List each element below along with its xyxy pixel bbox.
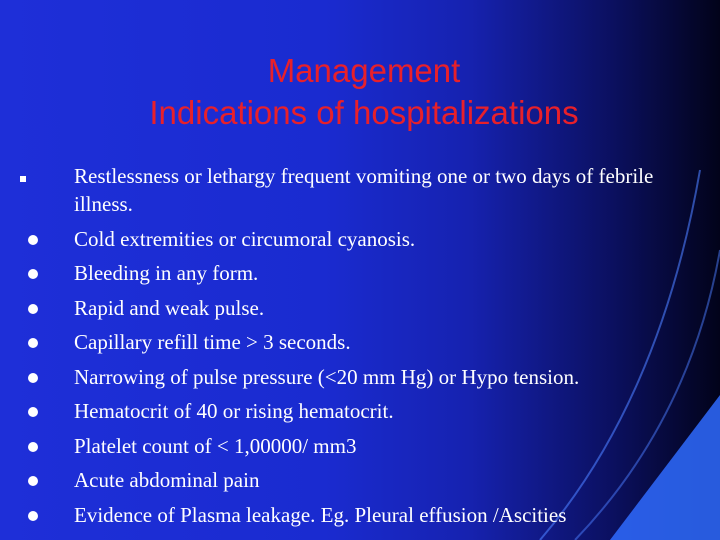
square-bullet-icon: [20, 176, 26, 182]
list-item-text: Bleeding in any form.: [74, 261, 259, 285]
round-bullet-icon: [28, 304, 38, 314]
round-bullet-icon: [28, 373, 38, 383]
round-bullet-icon: [28, 476, 38, 486]
list-item-text: Restlessness or lethargy frequent vomiting one or two days of febrile illness.: [74, 164, 654, 216]
round-bullet-icon: [28, 338, 38, 348]
list-item-text: Evidence of Plasma leakage. Eg. Pleural effusion /Ascities: [74, 503, 567, 527]
round-bullet-icon: [28, 511, 38, 521]
title-line-2: Indications of hospitalizations: [149, 94, 579, 131]
round-bullet-icon: [28, 235, 38, 245]
list-item-text: Hematocrit of 40 or rising hematocrit.: [74, 399, 394, 423]
list-item-text: Platelet count of < 1,00000/ mm3: [74, 434, 357, 458]
list-item-text: Rapid and weak pulse.: [74, 296, 265, 320]
list-item-text: Narrowing of pulse pressure (<20 mm Hg) or Hypo tension.: [74, 365, 580, 389]
round-bullet-icon: [28, 269, 38, 279]
list-item-text: Cold extremities or circumoral cyanosis.: [74, 227, 416, 251]
round-bullet-icon: [28, 442, 38, 452]
list-item-text: Acute abdominal pain: [74, 468, 260, 492]
list-item-text: Capillary refill time > 3 seconds.: [74, 330, 351, 354]
title-line-1: Management: [267, 52, 461, 89]
round-bullet-icon: [28, 407, 38, 417]
